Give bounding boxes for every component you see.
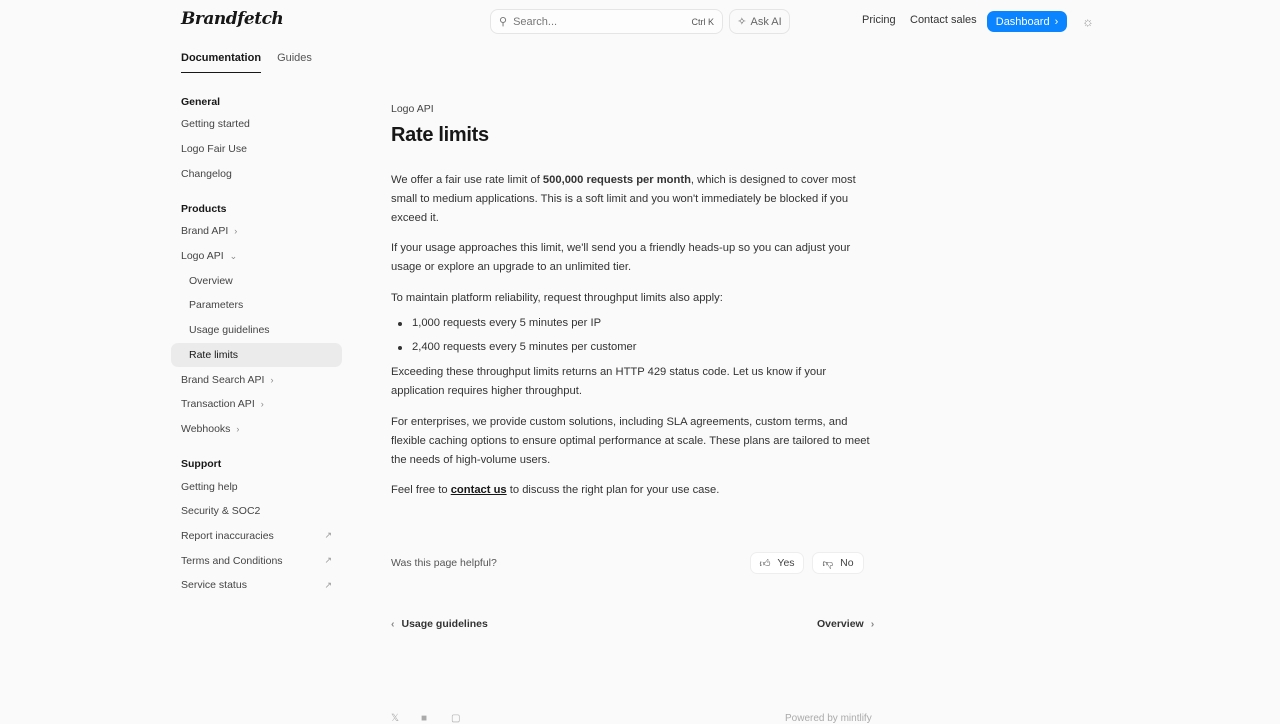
external-link-icon: ↗ xyxy=(324,579,332,590)
section-support: Support xyxy=(181,458,222,471)
sidebar-item-logo-api[interactable] xyxy=(171,244,342,269)
doc-tabs xyxy=(181,52,312,73)
no-button[interactable] xyxy=(812,552,864,574)
yes-button[interactable] xyxy=(750,552,804,574)
bold-text: 500,000 requests per month xyxy=(542,174,691,186)
sidebar-item-parameters[interactable]: Parameters xyxy=(189,299,244,312)
tab-documentation[interactable]: Documentation xyxy=(181,52,261,73)
sidebar-item-getting-help[interactable]: Getting help xyxy=(181,480,238,493)
powered-by[interactable]: Powered by mintlify xyxy=(785,713,872,724)
label: Overview xyxy=(817,618,864,630)
paragraph: If your usage approaches this limit, we'll send you a friendly heads-up so you can adjust your usage or explore an upgrade to an unlimited tier. xyxy=(391,242,851,274)
instagram-icon[interactable]: ▢ xyxy=(451,713,461,724)
search-placeholder: Search... xyxy=(513,15,558,28)
contact-sales-link[interactable]: Contact sales xyxy=(910,14,977,26)
x-icon[interactable]: 𝕏 xyxy=(391,713,400,724)
paragraph xyxy=(391,481,873,500)
chevron-right-icon: › xyxy=(236,423,240,434)
section-general: General xyxy=(181,96,221,108)
text: , which is designed to cover most small to medium applications. This is a soft limit and you won't immediately be blocked if you exceed it. xyxy=(391,174,856,224)
contact-us-link[interactable]: contact us xyxy=(450,484,507,497)
label: Report inaccuracies xyxy=(181,529,274,542)
label: Usage guidelines xyxy=(401,618,488,630)
chevron-down-icon: ⌄ xyxy=(229,250,238,261)
label: Transaction API xyxy=(181,398,255,411)
sidebar-item-changelog[interactable]: Changelog xyxy=(181,167,232,180)
paragraph: Exceeding these throughput limits returns an HTTP 429 status code. Let us know if your application requires higher throughput. xyxy=(391,366,827,398)
sidebar-item-security[interactable]: Security & SOC2 xyxy=(181,505,261,518)
top-nav xyxy=(0,0,1280,42)
feedback-question: Was this page helpful? xyxy=(391,557,497,569)
sidebar xyxy=(171,96,342,598)
sidebar-item-getting-started[interactable]: Getting started xyxy=(181,118,250,131)
sidebar-item-rate-limits[interactable]: Rate limits xyxy=(171,343,342,368)
sidebar-item-transaction-api[interactable] xyxy=(171,392,342,417)
label: Yes xyxy=(777,557,795,569)
linkedin-icon[interactable]: ■ xyxy=(421,713,428,724)
sidebar-item-report-inaccuracies[interactable] xyxy=(171,524,342,549)
page-title: Rate limits xyxy=(391,124,489,146)
chevron-right-icon: › xyxy=(870,618,875,630)
search-input[interactable] xyxy=(490,9,723,34)
chevron-right-icon: › xyxy=(260,399,264,410)
sidebar-item-service-status[interactable] xyxy=(171,573,342,598)
label: Service status xyxy=(181,579,247,592)
dashboard-label: Dashboard xyxy=(995,15,1050,28)
sparkle-icon: ✧ xyxy=(737,16,747,28)
feedback xyxy=(391,552,864,574)
thumbs-down-icon: 👎︎ xyxy=(822,557,834,570)
label: Logo API xyxy=(181,250,224,263)
search-icon: ⚲ xyxy=(499,16,508,28)
limits-list xyxy=(391,314,873,357)
chevron-left-icon: ‹ xyxy=(391,618,395,630)
search-shortcut: Ctrl K xyxy=(691,16,714,27)
sun-icon[interactable]: ☼ xyxy=(1082,14,1094,29)
breadcrumb: Logo API xyxy=(391,103,434,115)
pricing-link[interactable]: Pricing xyxy=(862,14,896,26)
sidebar-item-usage-guidelines[interactable]: Usage guidelines xyxy=(189,324,270,337)
sidebar-item-overview[interactable]: Overview xyxy=(189,274,233,287)
sidebar-item-terms[interactable] xyxy=(171,548,342,573)
paragraph: To maintain platform reliability, request throughput limits also apply: xyxy=(391,291,723,304)
sidebar-item-brand-api[interactable] xyxy=(171,219,342,244)
tab-guides[interactable]: Guides xyxy=(277,52,312,64)
external-link-icon: ↗ xyxy=(324,530,332,541)
label: No xyxy=(840,557,854,569)
label: Brand API xyxy=(181,225,229,238)
text: to discuss the right plan for your use case. xyxy=(506,484,720,497)
article xyxy=(391,103,873,500)
external-link-icon: ↗ xyxy=(324,555,332,566)
thumbs-up-icon: 👍︎ xyxy=(759,557,771,570)
dashboard-button[interactable] xyxy=(987,11,1067,32)
brandfetch-logo[interactable]: Brandfetch xyxy=(181,9,284,29)
label: Terms and Conditions xyxy=(181,554,283,567)
label: Webhooks xyxy=(181,422,231,435)
label: Brand Search API xyxy=(181,373,265,386)
next-page-link[interactable] xyxy=(817,618,874,630)
sidebar-item-webhooks[interactable] xyxy=(171,417,342,442)
ask-ai-button[interactable] xyxy=(729,9,790,34)
text: We offer a fair use rate limit of xyxy=(391,174,543,186)
chevron-right-icon: › xyxy=(234,226,238,237)
ask-ai-label: Ask AI xyxy=(750,15,782,28)
paragraph xyxy=(391,171,873,227)
list-item: 2,400 requests every 5 minutes per customer xyxy=(391,338,873,357)
sidebar-item-logo-fair-use[interactable]: Logo Fair Use xyxy=(181,143,247,156)
chevron-right-icon: › xyxy=(270,374,274,385)
sidebar-item-brand-search-api[interactable] xyxy=(171,367,342,392)
section-products: Products xyxy=(181,203,227,216)
chevron-right-icon: › xyxy=(1054,15,1059,28)
paragraph: For enterprises, we provide custom solutions, including SLA agreements, custom terms, and flexible caching options to ensure optimal performance at scale. These plans are tailored to meet the needs of high-volume users. xyxy=(391,415,870,466)
text: Feel free to xyxy=(391,484,451,497)
list-item: 1,000 requests every 5 minutes per IP xyxy=(391,314,873,333)
prev-page-link[interactable] xyxy=(391,618,488,630)
